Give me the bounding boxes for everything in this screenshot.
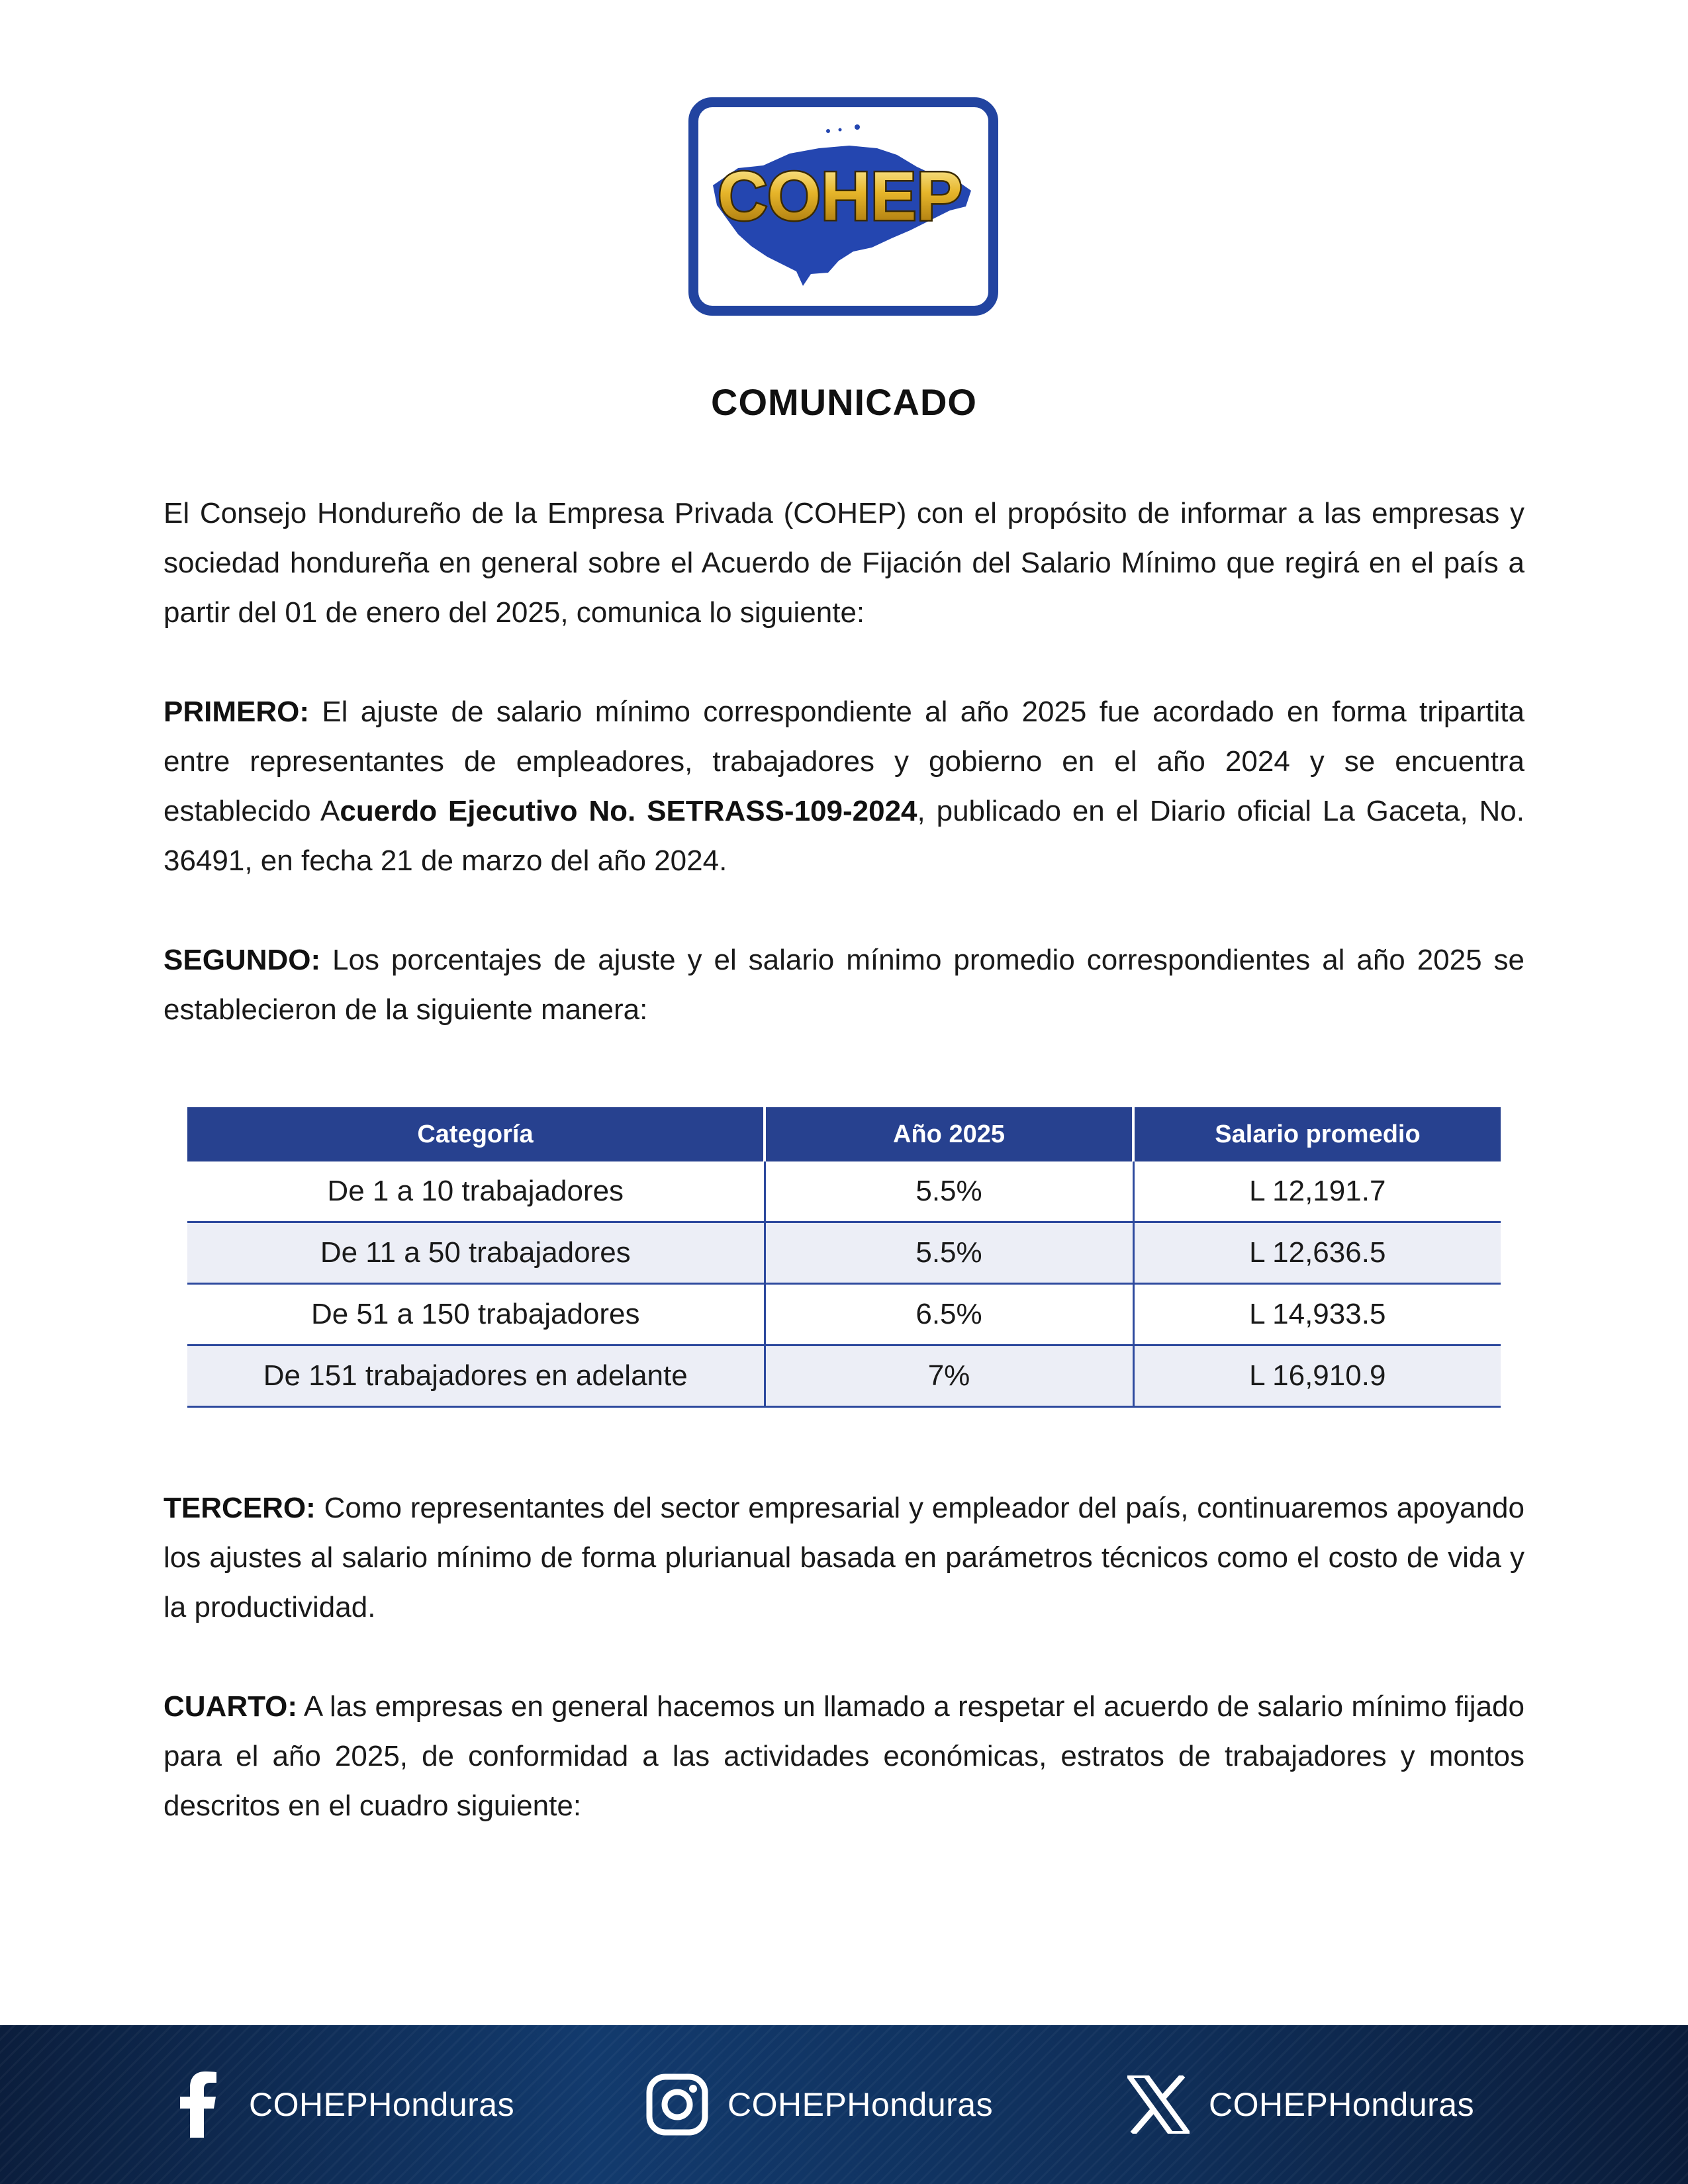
primero-text-a: El ajuste de salario mínimo correspondiente al año 2025 fue acordado en forma tripartita entre representantes de empleadores, trabajadores y gobierno en el año 2024 y se encuentra establecido A	[164, 696, 1524, 827]
salary-table	[187, 1107, 1501, 1408]
cell-categoria: De 11 a 50 trabajadores	[187, 1222, 765, 1284]
cell-ajuste: 5.5%	[765, 1222, 1133, 1284]
segundo-paragraph	[164, 935, 1524, 1034]
table-row	[187, 1222, 1501, 1284]
tercero-paragraph	[164, 1483, 1524, 1632]
x-handle: COHEPHonduras	[1209, 2086, 1475, 2123]
x-link[interactable]	[1125, 2025, 1474, 2184]
cell-ajuste: 5.5%	[765, 1161, 1133, 1222]
cohep-logo	[688, 97, 998, 316]
instagram-link[interactable]	[644, 2025, 993, 2184]
table-header-row	[187, 1107, 1501, 1161]
cuarto-label: CUARTO:	[164, 1690, 298, 1723]
x-icon	[1125, 2071, 1192, 2138]
facebook-link[interactable]	[165, 2025, 514, 2184]
facebook-handle: COHEPHonduras	[249, 2086, 515, 2123]
cell-categoria: De 151 trabajadores en adelante	[187, 1345, 765, 1407]
primero-paragraph	[164, 687, 1524, 886]
segundo-text: Los porcentajes de ajuste y el salario mínimo promedio correspondientes al año 2025 se establecieron de la siguiente manera:	[164, 944, 1524, 1026]
cuarto-text: A las empresas en general hacemos un llamado a respetar el acuerdo de salario mínimo fijado para el año 2025, de conformidad a las actividades económicas, estratos de trabajadores y montos descritos en el cuadro siguiente:	[164, 1690, 1524, 1822]
table-row	[187, 1345, 1501, 1407]
honduras-map-icon	[698, 107, 988, 306]
cell-categoria: De 51 a 150 trabajadores	[187, 1284, 765, 1345]
table-row	[187, 1284, 1501, 1345]
cell-salario: L 12,191.7	[1133, 1161, 1501, 1222]
cell-salario: L 16,910.9	[1133, 1345, 1501, 1407]
facebook-icon	[165, 2071, 232, 2138]
primero-decree: cuerdo Ejecutivo No. SETRASS-109-2024	[340, 795, 917, 827]
tercero-text: Como representantes del sector empresarial y empleador del país, continuaremos apoyando los ajustes al salario mínimo de forma plurianual basada en parámetros técnicos como el costo de vida y la productividad.	[164, 1492, 1524, 1623]
primero-label: PRIMERO:	[164, 696, 309, 728]
table-row	[187, 1161, 1501, 1222]
primero-text-b: , publicado en el Diario oficial La Gaceta, No. 36491, en fecha 21 de marzo del año 2024.	[164, 795, 1525, 877]
cuarto-paragraph	[164, 1682, 1524, 1831]
cell-salario: L 12,636.5	[1133, 1222, 1501, 1284]
cell-ajuste: 7%	[765, 1345, 1133, 1407]
instagram-handle: COHEPHonduras	[727, 2086, 994, 2123]
tercero-label: TERCERO:	[164, 1492, 316, 1524]
instagram-icon	[644, 2071, 710, 2138]
header-anio: Año 2025	[765, 1107, 1133, 1161]
cell-ajuste: 6.5%	[765, 1284, 1133, 1345]
header-categoria: Categoría	[187, 1107, 765, 1161]
logo-text: COHEP	[718, 158, 962, 235]
segundo-label: SEGUNDO:	[164, 944, 321, 976]
intro-paragraph: El Consejo Hondureño de la Empresa Privada (COHEP) con el propósito de informar a las empresas y sociedad hondureña en general sobre el Acuerdo de Fijación del Salario Mínimo que regirá en el país a partir del 01 de enero del 2025, comunica lo siguiente:	[164, 497, 1524, 629]
cell-categoria: De 1 a 10 trabajadores	[187, 1161, 765, 1222]
page-title: COMUNICADO	[711, 381, 977, 423]
cell-salario: L 14,933.5	[1133, 1284, 1501, 1345]
social-footer	[0, 2025, 1688, 2184]
header-salario: Salario promedio	[1133, 1107, 1501, 1161]
